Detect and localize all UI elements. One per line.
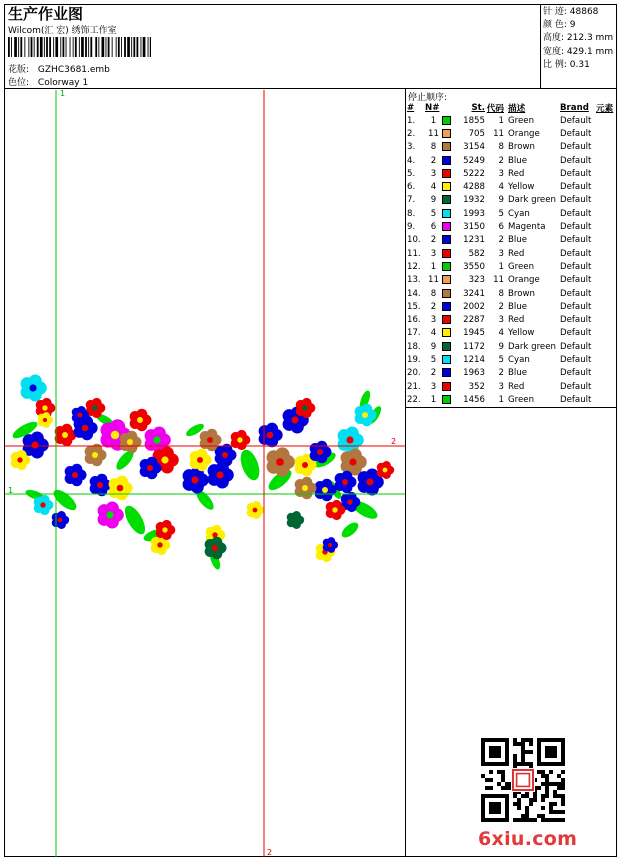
needle-number: 2 xyxy=(430,235,437,246)
page-title: 生产作业图 xyxy=(8,5,84,23)
guide-label-green-left: 1 xyxy=(8,486,14,495)
stitch-count: 2287 xyxy=(463,315,485,326)
table-row xyxy=(406,260,618,273)
color-swatch-box xyxy=(442,368,451,377)
color-swatch xyxy=(442,180,452,193)
color-swatch-box xyxy=(442,169,451,178)
stop-index: 18. xyxy=(407,341,421,352)
table-row xyxy=(406,327,618,340)
color-description: Brown xyxy=(508,288,535,299)
thread-brand: Default xyxy=(560,195,592,206)
color-code: 1 xyxy=(498,115,504,126)
stop-sequence-table xyxy=(406,101,618,407)
color-code: 2 xyxy=(498,155,504,166)
col-brand: Brand xyxy=(560,102,589,113)
element xyxy=(596,393,618,406)
needle-number: 5 xyxy=(430,208,437,219)
stitch-count: 3550 xyxy=(463,261,485,272)
color-description: Yellow xyxy=(508,328,535,339)
col-element: 元素 xyxy=(596,103,614,114)
stop-index: 13. xyxy=(407,275,421,286)
col-needle: N# xyxy=(425,102,440,113)
needle-number: 1 xyxy=(430,261,437,272)
col-index: # xyxy=(407,102,415,113)
stat-stitches: 针 迹: 48868 xyxy=(543,7,599,17)
color-code: 4 xyxy=(498,328,504,339)
color-swatch-box xyxy=(442,195,451,204)
element xyxy=(596,220,618,233)
color-code: 1 xyxy=(498,261,504,272)
color-swatch-box xyxy=(442,342,451,351)
color-swatch xyxy=(442,220,452,233)
header-divider xyxy=(4,88,617,89)
table-bottom-divider xyxy=(405,407,617,408)
thread-brand: Default xyxy=(560,222,592,233)
color-code: 3 xyxy=(498,381,504,392)
stop-index: 15. xyxy=(407,301,421,312)
needle-number: 8 xyxy=(430,142,437,153)
color-swatch-box xyxy=(442,275,451,284)
stat-colors: 颜 色: 9 xyxy=(543,20,576,31)
color-swatch xyxy=(442,207,452,220)
stop-index: 11. xyxy=(407,248,421,259)
color-swatch xyxy=(442,353,452,366)
color-code: 5 xyxy=(498,208,504,219)
colorway-label: 色位: xyxy=(8,78,30,88)
needle-number: 5 xyxy=(430,354,437,365)
color-swatch xyxy=(442,327,452,340)
stop-index: 12. xyxy=(407,261,421,272)
element xyxy=(596,234,618,247)
stitch-count: 352 xyxy=(468,381,485,392)
color-swatch xyxy=(442,114,452,127)
needle-number: 3 xyxy=(430,381,437,392)
color-swatch xyxy=(442,234,452,247)
stitch-count: 4288 xyxy=(463,182,485,193)
thread-brand: Default xyxy=(560,381,592,392)
color-code: 2 xyxy=(498,368,504,379)
thread-brand: Default xyxy=(560,168,592,179)
table-row xyxy=(406,141,618,154)
stitch-count: 1456 xyxy=(463,394,485,405)
needle-number: 3 xyxy=(430,248,437,259)
thread-brand: Default xyxy=(560,341,592,352)
needle-number: 1 xyxy=(430,394,437,405)
color-description: Blue xyxy=(508,368,528,379)
color-code: 5 xyxy=(498,354,504,365)
table-row xyxy=(406,393,618,406)
stop-index: 8. xyxy=(407,208,416,219)
stitch-count: 3154 xyxy=(463,142,485,153)
col-swatch xyxy=(442,101,452,114)
color-swatch-box xyxy=(442,182,451,191)
element xyxy=(596,367,618,380)
stop-index: 7. xyxy=(407,195,416,206)
stitch-count: 2002 xyxy=(463,301,485,312)
colorway-name: Colorway 1 xyxy=(37,78,89,88)
color-code: 8 xyxy=(498,288,504,299)
table-row xyxy=(406,274,618,287)
stitch-count: 1231 xyxy=(463,235,485,246)
color-swatch xyxy=(442,287,452,300)
needle-number: 11 xyxy=(428,128,439,139)
table-row xyxy=(406,287,618,300)
color-swatch-box xyxy=(442,209,451,218)
stitch-count: 1993 xyxy=(463,208,485,219)
table-row xyxy=(406,380,618,393)
stop-index: 4. xyxy=(407,155,416,166)
color-swatch-box xyxy=(442,302,451,311)
color-swatch xyxy=(442,393,452,406)
color-swatch xyxy=(442,340,452,353)
table-row xyxy=(406,367,618,380)
color-code: 3 xyxy=(498,168,504,179)
color-swatch-box xyxy=(442,249,451,258)
element xyxy=(596,247,618,260)
design-file-label: 花版: xyxy=(8,65,30,75)
col-description: 描述 xyxy=(508,103,526,114)
barcode xyxy=(8,37,151,57)
color-code: 6 xyxy=(498,222,504,233)
thread-brand: Default xyxy=(560,115,592,126)
stop-index: 22. xyxy=(407,394,421,405)
color-swatch-box xyxy=(442,328,451,337)
color-description: Blue xyxy=(508,235,528,246)
table-row xyxy=(406,154,618,167)
element xyxy=(596,207,618,220)
stop-index: 14. xyxy=(407,288,421,299)
element xyxy=(596,260,618,273)
color-swatch-box xyxy=(442,156,451,165)
stitch-count: 1214 xyxy=(463,354,485,365)
stitch-count: 705 xyxy=(468,128,485,139)
element xyxy=(596,114,618,127)
color-swatch-box xyxy=(442,262,451,271)
element xyxy=(596,287,618,300)
table-row xyxy=(406,127,618,140)
color-description: Orange xyxy=(508,275,540,286)
element xyxy=(596,327,618,340)
guide-label-red-right: 2 xyxy=(391,437,397,446)
color-code: 2 xyxy=(498,301,504,312)
color-swatch xyxy=(442,367,452,380)
table-row xyxy=(406,207,618,220)
thread-brand: Default xyxy=(560,328,592,339)
stitch-count: 582 xyxy=(468,248,485,259)
color-swatch xyxy=(442,127,452,140)
color-code: 3 xyxy=(498,248,504,259)
table-row xyxy=(406,180,618,193)
table-row xyxy=(406,220,618,233)
color-description: Red xyxy=(508,381,525,392)
stitch-count: 323 xyxy=(468,275,485,286)
color-code: 3 xyxy=(498,315,504,326)
color-code: 4 xyxy=(498,182,504,193)
color-swatch-box xyxy=(442,289,451,298)
thread-brand: Default xyxy=(560,248,592,259)
element xyxy=(596,154,618,167)
needle-number: 9 xyxy=(430,195,437,206)
color-code: 9 xyxy=(498,341,504,352)
color-swatch-box xyxy=(442,395,451,404)
table-header-row xyxy=(406,101,618,114)
thread-brand: Default xyxy=(560,275,592,286)
col-code: 代码 xyxy=(486,103,504,114)
color-swatch xyxy=(442,194,452,207)
table-row xyxy=(406,234,618,247)
stitch-count: 1855 xyxy=(463,115,485,126)
stop-index: 20. xyxy=(407,368,421,379)
color-description: Dark green xyxy=(508,341,556,352)
needle-number: 8 xyxy=(430,288,437,299)
color-description: Red xyxy=(508,168,525,179)
stop-index: 9. xyxy=(407,222,416,233)
stitch-count: 3241 xyxy=(463,288,485,299)
color-swatch-box xyxy=(442,222,451,231)
stats-divider xyxy=(540,4,541,88)
table-row xyxy=(406,114,618,127)
design-file-row xyxy=(8,62,110,75)
design-file-name: GZHC3681.emb xyxy=(37,65,110,75)
needle-number: 4 xyxy=(430,182,437,193)
thread-brand: Default xyxy=(560,235,592,246)
thread-brand: Default xyxy=(560,288,592,299)
needle-number: 1 xyxy=(430,115,437,126)
guide-label-red-bottom: 2 xyxy=(267,848,273,857)
stop-index: 16. xyxy=(407,315,421,326)
color-description: Red xyxy=(508,248,525,259)
table-row xyxy=(406,247,618,260)
color-swatch xyxy=(442,300,452,313)
element xyxy=(596,274,618,287)
table-row xyxy=(406,167,618,180)
stop-index: 3. xyxy=(407,142,416,153)
needle-number: 9 xyxy=(430,341,437,352)
color-swatch-box xyxy=(442,129,451,138)
element xyxy=(596,127,618,140)
thread-brand: Default xyxy=(560,182,592,193)
color-description: Yellow xyxy=(508,182,535,193)
thread-brand: Default xyxy=(560,128,592,139)
colorway-row xyxy=(8,75,88,88)
color-swatch xyxy=(442,380,452,393)
element xyxy=(596,340,618,353)
embroidery-preview xyxy=(5,90,405,857)
design-stats xyxy=(543,6,613,72)
element xyxy=(596,180,618,193)
color-swatch xyxy=(442,154,452,167)
thread-brand: Default xyxy=(560,368,592,379)
element xyxy=(596,353,618,366)
color-swatch xyxy=(442,167,452,180)
stitch-count: 5249 xyxy=(463,155,485,166)
stop-index: 1. xyxy=(407,115,416,126)
color-code: 2 xyxy=(498,235,504,246)
thread-brand: Default xyxy=(560,261,592,272)
needle-number: 4 xyxy=(430,328,437,339)
stop-index: 5. xyxy=(407,168,416,179)
stop-index: 17. xyxy=(407,328,421,339)
color-code: 1 xyxy=(498,394,504,405)
stop-sequence-heading: 停止顺序: xyxy=(408,93,448,103)
thread-brand: Default xyxy=(560,315,592,326)
color-swatch xyxy=(442,274,452,287)
color-swatch-box xyxy=(442,355,451,364)
stat-height: 高度: 212.3 mm xyxy=(543,33,614,44)
color-description: Green xyxy=(508,261,535,272)
needle-number: 11 xyxy=(428,275,439,286)
needle-number: 6 xyxy=(430,222,437,233)
color-swatch-box xyxy=(442,235,451,244)
element xyxy=(596,300,618,313)
stat-scale: 比 例: 0.31 xyxy=(543,59,590,70)
color-description: Orange xyxy=(508,128,540,139)
guide-label-green-top: 1 xyxy=(60,89,66,98)
site-logo: 6xiu.com xyxy=(478,828,578,850)
thread-brand: Default xyxy=(560,394,592,405)
element xyxy=(596,194,618,207)
table-row xyxy=(406,313,618,326)
color-code: 11 xyxy=(493,128,504,139)
color-swatch xyxy=(442,313,452,326)
stitch-count: 3150 xyxy=(463,222,485,233)
needle-number: 2 xyxy=(430,301,437,312)
color-swatch xyxy=(442,260,452,273)
color-code: 11 xyxy=(493,275,504,286)
element xyxy=(596,141,618,154)
color-description: Red xyxy=(508,315,525,326)
needle-number: 2 xyxy=(430,155,437,166)
thread-brand: Default xyxy=(560,155,592,166)
thread-brand: Default xyxy=(560,142,592,153)
stitch-count: 1932 xyxy=(463,195,485,206)
color-swatch-box xyxy=(442,116,451,125)
stitch-count: 1963 xyxy=(463,368,485,379)
color-description: Blue xyxy=(508,155,528,166)
element xyxy=(596,313,618,326)
thread-brand: Default xyxy=(560,354,592,365)
needle-number: 3 xyxy=(430,315,437,326)
color-description: Brown xyxy=(508,142,535,153)
color-description: Cyan xyxy=(508,208,530,219)
needle-number: 2 xyxy=(430,368,437,379)
stop-index: 19. xyxy=(407,354,421,365)
color-description: Cyan xyxy=(508,354,530,365)
stop-index: 6. xyxy=(407,182,416,193)
table-row xyxy=(406,340,618,353)
element xyxy=(596,167,618,180)
color-swatch-box xyxy=(442,315,451,324)
element xyxy=(596,380,618,393)
color-description: Green xyxy=(508,115,535,126)
stop-index: 21. xyxy=(407,381,421,392)
stop-index: 2. xyxy=(407,128,416,139)
color-swatch xyxy=(442,247,452,260)
stop-index: 10. xyxy=(407,235,421,246)
thread-brand: Default xyxy=(560,208,592,219)
color-code: 9 xyxy=(498,195,504,206)
color-swatch-box xyxy=(442,142,451,151)
table-row xyxy=(406,353,618,366)
qr-code xyxy=(481,738,565,822)
color-description: Blue xyxy=(508,301,528,312)
color-description: Magenta xyxy=(508,222,546,233)
color-swatch xyxy=(442,141,452,154)
company-name: Wilcom(汇 宏) 绣饰工作室 xyxy=(8,26,117,36)
color-description: Green xyxy=(508,394,535,405)
color-code: 8 xyxy=(498,142,504,153)
table-row xyxy=(406,194,618,207)
color-description: Dark green xyxy=(508,195,556,206)
stitch-count: 5222 xyxy=(463,168,485,179)
table-row xyxy=(406,300,618,313)
stat-width: 宽度: 429.1 mm xyxy=(543,46,614,57)
needle-number: 3 xyxy=(430,168,437,179)
stitch-count: 1172 xyxy=(463,341,485,352)
thread-brand: Default xyxy=(560,301,592,312)
stitch-count: 1945 xyxy=(463,328,485,339)
color-swatch-box xyxy=(442,382,451,391)
col-stitches: St. xyxy=(471,102,485,113)
